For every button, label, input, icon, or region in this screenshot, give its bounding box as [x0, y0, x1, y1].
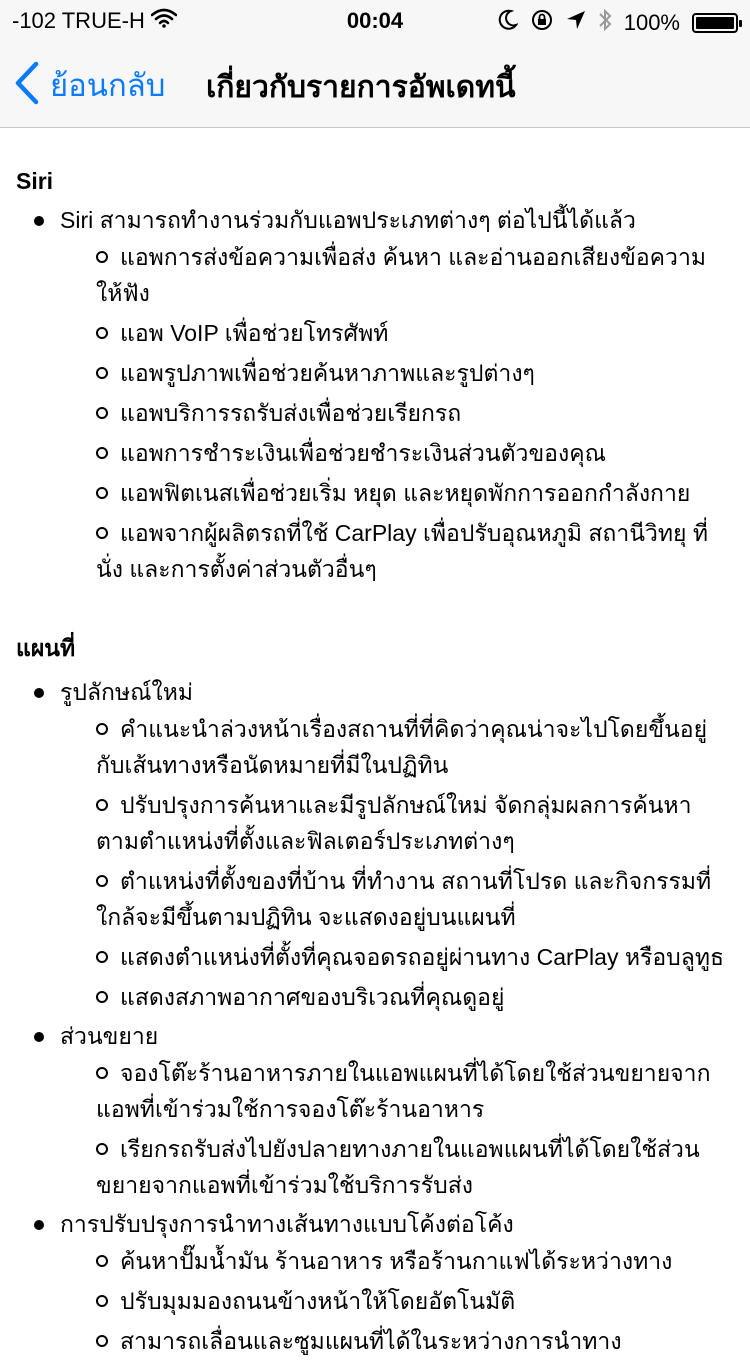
sub-list-item [0, 939, 750, 975]
page-title: เกี่ยวกับรายการอัพเดทนี้ [206, 71, 516, 104]
sub-item-text: แอพบริการรถรับส่งเพื่อช่วยเรียกรถ [120, 400, 462, 426]
navigation-bar [0, 40, 750, 128]
sub-item-text: แอพรูปภาพเพื่อช่วยค้นหาภาพและรูปต่างๆ [120, 360, 535, 386]
hollow-bullet-icon [96, 991, 108, 1003]
location-icon [566, 10, 586, 36]
sub-list-item [0, 435, 750, 471]
hollow-bullet-icon [96, 251, 108, 263]
status-right [498, 8, 738, 38]
sub-item-text: แอพจากผู้ผลิตรถที่ใช้ CarPlay เพื่อปรับอุณหภูมิ สถานีวิทยุ ที่นั่ง และการตั้งค่าส่วนตัวอื่นๆ [96, 520, 709, 582]
sub-list-item [0, 979, 750, 1015]
status-time: 00:04 [346, 8, 404, 33]
hollow-bullet-icon [96, 447, 108, 459]
sub-list-item [0, 1243, 750, 1279]
back-button[interactable] [14, 60, 165, 110]
sub-list-item [0, 315, 750, 351]
hollow-bullet-icon [96, 951, 108, 963]
sub-list-item [0, 515, 750, 587]
bullet-text: ส่วนขยาย [60, 1023, 159, 1049]
hollow-bullet-icon [96, 875, 108, 887]
sub-list-item [0, 1131, 750, 1203]
hollow-bullet-icon [96, 527, 108, 539]
sub-item-text: เรียกรถรับส่งไปยังปลายทางภายในแอพแผนที่ได้โดยใช้ส่วนขยายจากแอพที่เข้าร่วมใช้บริการรับส่ง [96, 1136, 700, 1198]
bullet-item [0, 203, 750, 237]
hollow-bullet-icon [96, 1255, 108, 1267]
section-title: แผนที่ [16, 635, 76, 661]
bullet-dot-icon [34, 1032, 44, 1042]
section-title: Siri [16, 168, 54, 194]
sub-item-text: ปรับมุมมองถนนข้างหน้าให้โดยอัตโนมัติ [120, 1288, 516, 1314]
sub-item-text: สามารถเลื่อนและซูมแผนที่ได้ในระหว่างการนำทาง [120, 1328, 622, 1354]
sub-item-text: แอพการชำระเงินเพื่อช่วยชำระเงินส่วนตัวของคุณ [120, 440, 606, 466]
sub-item-text: ปรับปรุงการค้นหาและมีรูปลักษณ์ใหม่ จัดกลุ่มผลการค้นหาตามตำแหน่งที่ตั้งและฟิลเตอร์ประเภทต่างๆ [96, 792, 692, 854]
sub-list-item [0, 863, 750, 935]
sub-list-item [0, 475, 750, 511]
sub-item-text: ตำแหน่งที่ตั้งของที่บ้าน ที่ทำงาน สถานที่โปรด และกิจกรรมที่ใกล้จะมีขึ้นตามปฏิทิน จะแสดงอยู่บนแผนที่ [96, 868, 712, 930]
hollow-bullet-icon [96, 407, 108, 419]
sub-list-item [0, 239, 750, 311]
sub-list-item [0, 1055, 750, 1127]
hollow-bullet-icon [96, 1143, 108, 1155]
sub-item-text: แอพ VoIP เพื่อช่วยโทรศัพท์ [120, 320, 389, 346]
sub-item-text: จองโต๊ะร้านอาหารภายในแอพแผนที่ได้โดยใช้ส่วนขยายจากแอพที่เข้าร่วมใช้การจองโต๊ะร้านอาหาร [96, 1060, 711, 1122]
battery-percent: 100% [623, 10, 680, 35]
hollow-bullet-icon [96, 327, 108, 339]
bullet-text: รูปลักษณ์ใหม่ [60, 679, 194, 705]
sub-item-text: ค้นหาปั๊มน้ำมัน ร้านอาหาร หรือร้านกาแฟได้ระหว่างทาง [120, 1248, 673, 1274]
sub-list-item [0, 711, 750, 783]
hollow-bullet-icon [96, 1335, 108, 1347]
sub-list-item [0, 1323, 750, 1359]
sub-list-item [0, 395, 750, 431]
release-notes-content [0, 128, 750, 1363]
sub-list-item [0, 1283, 750, 1319]
bullet-dot-icon [34, 216, 44, 226]
bullet-item [0, 675, 750, 709]
bluetooth-icon [598, 8, 612, 38]
carrier-label: -102 TRUE-H [12, 8, 145, 33]
bullet-text: การปรับปรุงการนำทางเส้นทางแบบโค้งต่อโค้ง [60, 1211, 514, 1237]
bullet-text: Siri สามารถทำงานร่วมกับแอพประเภทต่างๆ ต่อไปนี้ได้แล้ว [60, 207, 636, 233]
hollow-bullet-icon [96, 1067, 108, 1079]
status-bar [0, 0, 750, 40]
sub-item-text: แสดงสภาพอากาศของบริเวณที่คุณดูอยู่ [120, 984, 505, 1010]
battery-fill [696, 17, 734, 29]
hollow-bullet-icon [96, 1295, 108, 1307]
battery-icon [692, 13, 738, 33]
hollow-bullet-icon [96, 799, 108, 811]
bullet-item [0, 1019, 750, 1053]
sub-list-item [0, 787, 750, 859]
bullet-dot-icon [34, 1220, 44, 1230]
hollow-bullet-icon [96, 367, 108, 379]
sub-list-item [0, 355, 750, 391]
back-button-label: ย้อนกลับ [50, 68, 166, 103]
hollow-bullet-icon [96, 723, 108, 735]
hollow-bullet-icon [96, 487, 108, 499]
rotation-lock-icon [530, 8, 554, 38]
sub-item-text: คำแนะนำล่วงหน้าเรื่องสถานที่ที่คิดว่าคุณน่าจะไปโดยขึ้นอยู่กับเส้นทางหรือนัดหมายที่มีในปฏิทิน [96, 716, 708, 778]
sub-item-text: แอพฟิตเนสเพื่อช่วยเริ่ม หยุด และหยุดพักการออกกำลังกาย [120, 480, 691, 506]
bullet-dot-icon [34, 688, 44, 698]
sub-item-text: แสดงตำแหน่งที่ตั้งที่คุณจอดรถอยู่ผ่านทาง CarPlay หรือบลูทูธ [120, 944, 725, 970]
sub-item-text: แอพการส่งข้อความเพื่อส่ง ค้นหา และอ่านออกเสียงข้อความให้ฟัง [96, 244, 707, 306]
moon-icon [498, 9, 518, 37]
chevron-left-icon [14, 61, 40, 109]
bullet-item [0, 1207, 750, 1241]
